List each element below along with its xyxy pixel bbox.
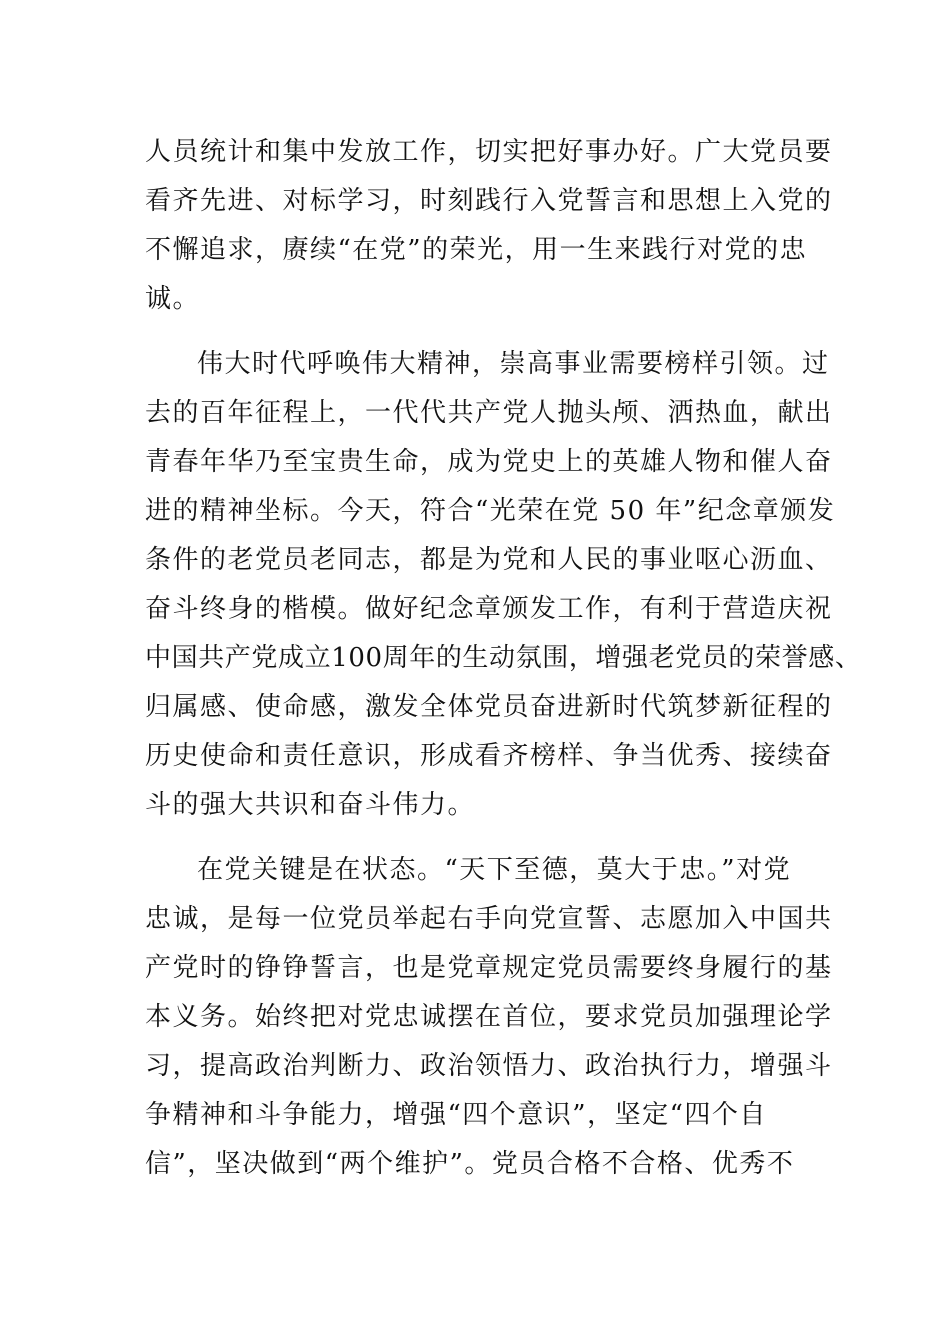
- text-line: 忠诚，是每一位党员举起右手向党宣誓、志愿加入中国共: [145, 904, 833, 934]
- text-line: 看齐先进、对标学习，时刻践行入党誓言和思想上入党的: [145, 186, 833, 216]
- paragraph-first-line: 伟大时代呼唤伟大精神，崇高事业需要榜样引领。过: [197, 349, 830, 379]
- text-line: 历史使命和责任意识，形成看齐榜样、争当优秀、接续奋: [145, 741, 833, 771]
- text-line: 中国共产党成立100周年的生动氛围，增强老党员的荣誉感、: [145, 643, 862, 673]
- text-line: 奋斗终身的楷模。做好纪念章颁发工作，有利于营造庆祝: [145, 594, 833, 624]
- text-line: 本义务。始终把对党忠诚摆在首位，要求党员加强理论学: [145, 1002, 833, 1032]
- text-line: 去的百年征程上，一代代共产党人抛头颅、洒热血，献出: [145, 398, 833, 428]
- text-line: 习，提高政治判断力、政治领悟力、政治执行力，增强斗: [145, 1051, 833, 1081]
- text-line: 归属感、使命感，激发全体党员奋进新时代筑梦新征程的: [145, 692, 833, 722]
- text-line: 进的精神坐标。今天，符合“光荣在党 50 年”纪念章颁发: [145, 496, 836, 526]
- text-line: 产党时的铮铮誓言，也是党章规定党员需要终身履行的基: [145, 953, 833, 983]
- text-line: 斗的强大共识和奋斗伟力。: [145, 790, 476, 820]
- text-line: 条件的老党员老同志，都是为党和人民的事业呕心沥血、: [145, 545, 833, 575]
- paragraph-first-line: 在党关键是在状态。“天下至德，莫大于忠。”对党: [197, 855, 792, 885]
- text-line: 信”，坚决做到“两个维护”。党员合格不合格、优秀不: [145, 1149, 795, 1179]
- text-line: 青春年华乃至宝贵生命，成为党史上的英雄人物和催人奋: [145, 447, 833, 477]
- text-line: 诚。: [145, 284, 201, 314]
- text-line: 争精神和斗争能力，增强“四个意识”，坚定“四个自: [145, 1100, 767, 1130]
- text-line: 人员统计和集中发放工作，切实把好事办好。广大党员要: [145, 137, 833, 167]
- text-line: 不懈追求，赓续“在党”的荣光，用一生来践行对党的忠: [145, 235, 808, 265]
